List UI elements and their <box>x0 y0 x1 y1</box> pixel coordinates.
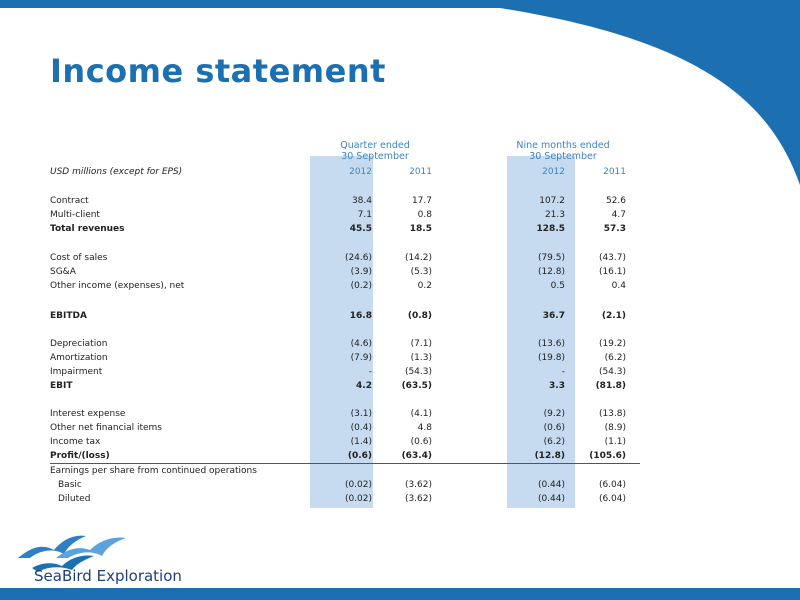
cell-q-2011: (14.2) <box>404 253 432 263</box>
cell-9m-2012: 3.3 <box>549 381 565 391</box>
cell-9m-2012: (12.8) <box>534 451 565 461</box>
row-contract <box>50 196 640 210</box>
cell-9m-2012: (19.8) <box>537 353 565 363</box>
row-other-income <box>50 281 640 295</box>
row-label: Profit/(loss) <box>50 451 110 461</box>
cell-9m-2011: (6.2) <box>604 353 626 363</box>
row-interest-expense <box>50 409 640 423</box>
table-divider <box>50 463 640 464</box>
row-label: Basic <box>58 480 82 490</box>
row-cost-of-sales <box>50 253 640 267</box>
cell-q-2011: (1.3) <box>410 353 432 363</box>
cell-9m-2012: 128.5 <box>536 224 565 234</box>
cell-q-2012: (4.6) <box>350 339 372 349</box>
row-multi-client <box>50 210 640 224</box>
cell-9m-2012: 21.3 <box>544 210 565 220</box>
cell-9m-2011: (54.3) <box>598 367 626 377</box>
cell-q-2011: (3.62) <box>404 480 432 490</box>
cell-9m-2011: (13.8) <box>598 409 626 419</box>
cell-q-2011: 18.5 <box>409 224 432 234</box>
cell-9m-2012: (12.8) <box>537 267 565 277</box>
cell-9m-2011: 52.6 <box>605 196 626 206</box>
quarter-ended-header <box>310 140 440 162</box>
cell-q-2011: (7.1) <box>410 339 432 349</box>
cell-9m-2011: 0.4 <box>611 281 626 291</box>
cell-q-2012: 4.2 <box>356 381 372 391</box>
row-eps-basic <box>50 480 640 494</box>
row-amortization <box>50 353 640 367</box>
cell-q-2012: 16.8 <box>349 311 372 321</box>
cell-q-2011: (0.8) <box>407 311 432 321</box>
cell-q-2012: (0.2) <box>350 281 372 291</box>
row-label: Contract <box>50 196 89 206</box>
cell-9m-2011: (6.04) <box>598 480 626 490</box>
cell-9m-2011: (6.04) <box>598 494 626 504</box>
nine-months-header <box>498 140 628 162</box>
row-label: Cost of sales <box>50 253 108 263</box>
row-ebitda <box>50 311 640 325</box>
units-label: USD millions (except for EPS) <box>50 167 183 177</box>
cell-9m-2011: (81.8) <box>595 381 626 391</box>
cell-9m-2011: (1.1) <box>604 437 626 447</box>
cell-9m-2011: 57.3 <box>603 224 626 234</box>
row-label: Interest expense <box>50 409 126 419</box>
cell-q-2012: (0.6) <box>347 451 372 461</box>
cell-q-2012: (24.6) <box>344 253 372 263</box>
row-label: EBIT <box>50 381 73 391</box>
quarter-ended-label: Quarter ended <box>340 140 410 151</box>
cell-9m-2012: (0.44) <box>537 480 565 490</box>
row-ebit <box>50 381 640 395</box>
cell-q-2012: (3.9) <box>350 267 372 277</box>
cell-9m-2012: (9.2) <box>543 409 565 419</box>
cell-q-2011: 17.7 <box>411 196 432 206</box>
cell-q-2012: 7.1 <box>357 210 372 220</box>
cell-q-2011: (4.1) <box>410 409 432 419</box>
row-label: Income tax <box>50 437 101 447</box>
cell-q-2012: 45.5 <box>349 224 372 234</box>
year-header-nine-months-2012: 2012 <box>542 167 565 177</box>
row-label: SG&A <box>50 267 76 277</box>
cell-q-2012: (0.4) <box>350 423 372 433</box>
row-sga <box>50 267 640 281</box>
year-header-quarter-2012: 2012 <box>349 167 372 177</box>
row-label: Multi-client <box>50 210 100 220</box>
row-label: Other income (expenses), net <box>50 281 185 291</box>
row-depreciation <box>50 339 640 353</box>
cell-9m-2012: 0.5 <box>550 281 565 291</box>
quarter-ended-date: 30 September <box>341 151 409 162</box>
cell-q-2012: (7.9) <box>350 353 372 363</box>
year-header-nine-months-2011: 2011 <box>603 167 626 177</box>
cell-9m-2011: (43.7) <box>598 253 626 263</box>
cell-9m-2012: (0.44) <box>537 494 565 504</box>
year-header-quarter-2011: 2011 <box>409 167 432 177</box>
row-label: Other net financial items <box>50 423 162 433</box>
cell-q-2011: 0.2 <box>417 281 432 291</box>
cell-9m-2012: (13.6) <box>537 339 565 349</box>
row-label: Diluted <box>58 494 91 504</box>
row-label: Total revenues <box>50 224 125 234</box>
row-eps-diluted <box>50 494 640 508</box>
cell-9m-2012: (79.5) <box>537 253 565 263</box>
cell-q-2012: 38.4 <box>351 196 372 206</box>
logo-wordmark: SeaBird Exploration <box>34 567 182 585</box>
cell-q-2012: (1.4) <box>350 437 372 447</box>
row-label: Earnings per share from continued operations <box>50 466 257 476</box>
row-income-tax <box>50 437 640 451</box>
cell-9m-2011: (8.9) <box>604 423 626 433</box>
cell-q-2012: (0.02) <box>344 494 372 504</box>
cell-9m-2011: (2.1) <box>601 311 626 321</box>
cell-q-2011: (63.4) <box>401 451 432 461</box>
cell-q-2012: (3.1) <box>350 409 372 419</box>
page-title: Income statement <box>50 52 386 90</box>
cell-9m-2012: 36.7 <box>542 311 565 321</box>
row-total-revenues <box>50 224 640 238</box>
row-eps-heading <box>50 466 640 480</box>
cell-q-2011: 4.8 <box>417 423 432 433</box>
cell-9m-2012: (0.6) <box>543 423 565 433</box>
cell-q-2011: 0.8 <box>417 210 432 220</box>
cell-q-2011: (0.6) <box>410 437 432 447</box>
cell-q-2012: (0.02) <box>344 480 372 490</box>
cell-q-2011: (63.5) <box>401 381 432 391</box>
row-label: Amortization <box>50 353 108 363</box>
row-label: Depreciation <box>50 339 108 349</box>
cell-9m-2012: 107.2 <box>539 196 565 206</box>
cell-9m-2011: 4.7 <box>611 210 626 220</box>
row-other-financial-items <box>50 423 640 437</box>
cell-9m-2012: (6.2) <box>543 437 565 447</box>
row-label: Impairment <box>50 367 103 377</box>
cell-q-2011: (54.3) <box>404 367 432 377</box>
cell-9m-2011: (105.6) <box>589 451 626 461</box>
cell-9m-2012: - <box>561 367 565 377</box>
cell-9m-2011: (16.1) <box>598 267 626 277</box>
cell-q-2011: (3.62) <box>404 494 432 504</box>
cell-q-2011: (5.3) <box>410 267 432 277</box>
row-label: EBITDA <box>50 311 87 321</box>
nine-months-label: Nine months ended <box>516 140 610 151</box>
nine-months-date: 30 September <box>529 151 597 162</box>
row-impairment <box>50 367 640 381</box>
cell-9m-2011: (19.2) <box>598 339 626 349</box>
cell-q-2012: - <box>368 367 372 377</box>
